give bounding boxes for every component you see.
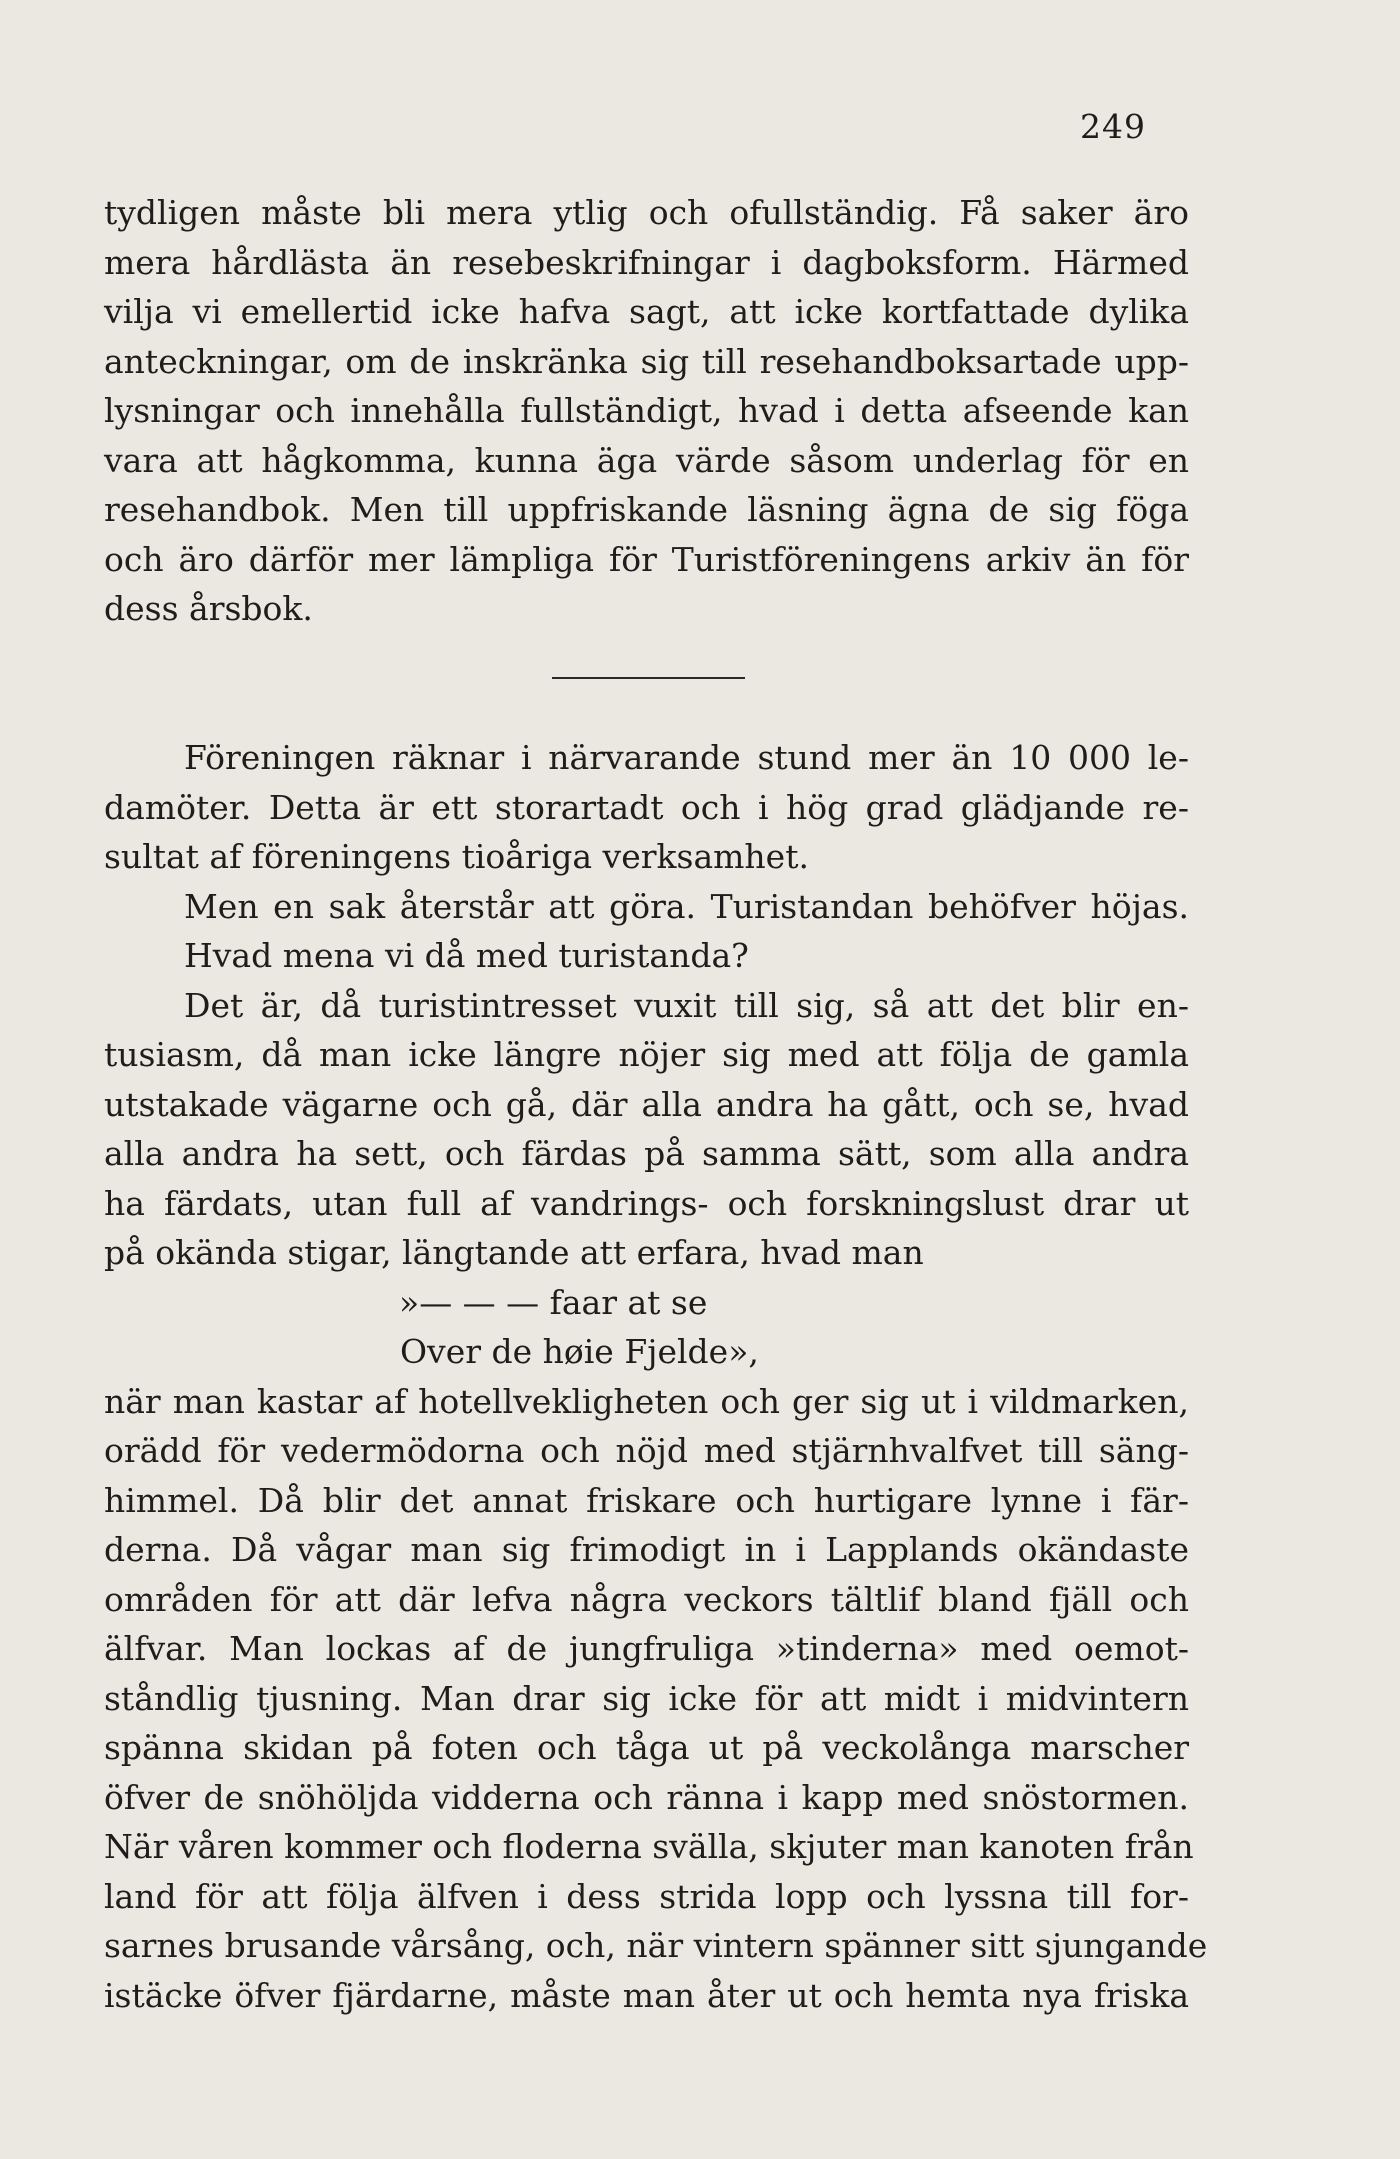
text-line: derna. Då vågar man sig frimodigt in i Lapplands okändaste — [104, 1530, 1189, 1569]
text-line: älfvar. Man lockas af de jungfruliga »tinderna» med oemot- — [104, 1629, 1189, 1668]
text-line: sarnes brusande vårsång, och, när vintern spänner sitt sjungande — [104, 1926, 1208, 1965]
text-line: och äro därför mer lämpliga för Turistföreningens arkiv än för — [104, 539, 1189, 579]
text-line: damöter. Detta är ett storartadt och i hög grad glädjande re- — [104, 787, 1189, 827]
text-line: Det är, då turistintresset vuxit till sig, så att det blir en- — [184, 985, 1189, 1025]
text-line: områden för att där lefva några veckors tältlif bland fjäll och — [104, 1579, 1189, 1619]
text-line: utstakade vägarne och gå, där alla andra ha gått, och se, hvad — [104, 1084, 1189, 1124]
text-line: resehandbok. Men till uppfriskande läsning ägna de sig föga — [104, 490, 1189, 529]
text-line: anteckningar, om de inskränka sig till resehandboksartade upp- — [104, 341, 1189, 381]
text-line: sultat af föreningens tioåriga verksamhet. — [104, 837, 809, 876]
text-line: ståndlig tjusning. Man drar sig icke för att midt i midvintern — [104, 1678, 1189, 1718]
text-line: på okända stigar, längtande att erfara, hvad man — [104, 1233, 924, 1272]
section-separator-rule — [552, 677, 745, 679]
text-line: När våren kommer och floderna svälla, skjuter man kanoten från — [104, 1827, 1194, 1866]
text-line: mera hårdlästa än resebeskrifningar i dagboksform. Härmed — [104, 242, 1189, 282]
text-line: vilja vi emellertid icke hafva sagt, att icke kortfattade dylika — [104, 292, 1189, 331]
text-line: vara att hågkomma, kunna äga värde såsom underlag för en — [104, 440, 1189, 480]
verse-line: Over de høie Fjelde», — [400, 1332, 759, 1371]
text-line: land för att följa älfven i dess strida lopp och lyssna till for- — [104, 1876, 1189, 1916]
text-line: Men en sak återstår att göra. Turistandan behöfver höjas. — [184, 886, 1189, 926]
text-line: Hvad mena vi då med turistanda? — [184, 936, 749, 975]
text-line: ha färdats, utan full af vandrings- och forskningslust drar ut — [104, 1183, 1189, 1223]
page-number: 249 — [1080, 107, 1146, 146]
text-line: Föreningen räknar i närvarande stund mer än 10 000 le- — [184, 738, 1189, 777]
text-line: öfver de snöhöljda vidderna och ränna i kapp med snöstormen. — [104, 1777, 1189, 1817]
text-line: tusiasm, då man icke längre nöjer sig med att följa de gamla — [104, 1035, 1189, 1074]
text-line: alla andra ha sett, och färdas på samma sätt, som alla andra — [104, 1134, 1189, 1173]
paragraph-turistanda — [104, 733, 1208, 2020]
text-line: orädd för vedermödorna och nöjd med stjärnhvalfvet till säng- — [104, 1431, 1189, 1470]
paragraph-reisebeskrifningar — [104, 188, 1189, 634]
text-line: när man kastar af hotellvekligheten och ger sig ut i vildmarken, — [104, 1381, 1189, 1421]
text-line: tydligen måste bli mera ytlig och ofullständig. Få saker äro — [104, 193, 1189, 232]
text-line: dess årsbok. — [104, 589, 313, 628]
text-line: istäcke öfver fjärdarne, måste man åter ut och hemta nya friska — [104, 1975, 1189, 2015]
text-line: spänna skidan på foten och tåga ut på veckolånga marscher — [104, 1728, 1189, 1767]
verse-line: »— — — faar at se — [399, 1282, 708, 1322]
text-line: himmel. Då blir det annat friskare och hurtigare lynne i fär- — [104, 1480, 1189, 1520]
text-line: lysningar och innehålla fullständigt, hvad i detta afseende kan — [104, 391, 1189, 430]
